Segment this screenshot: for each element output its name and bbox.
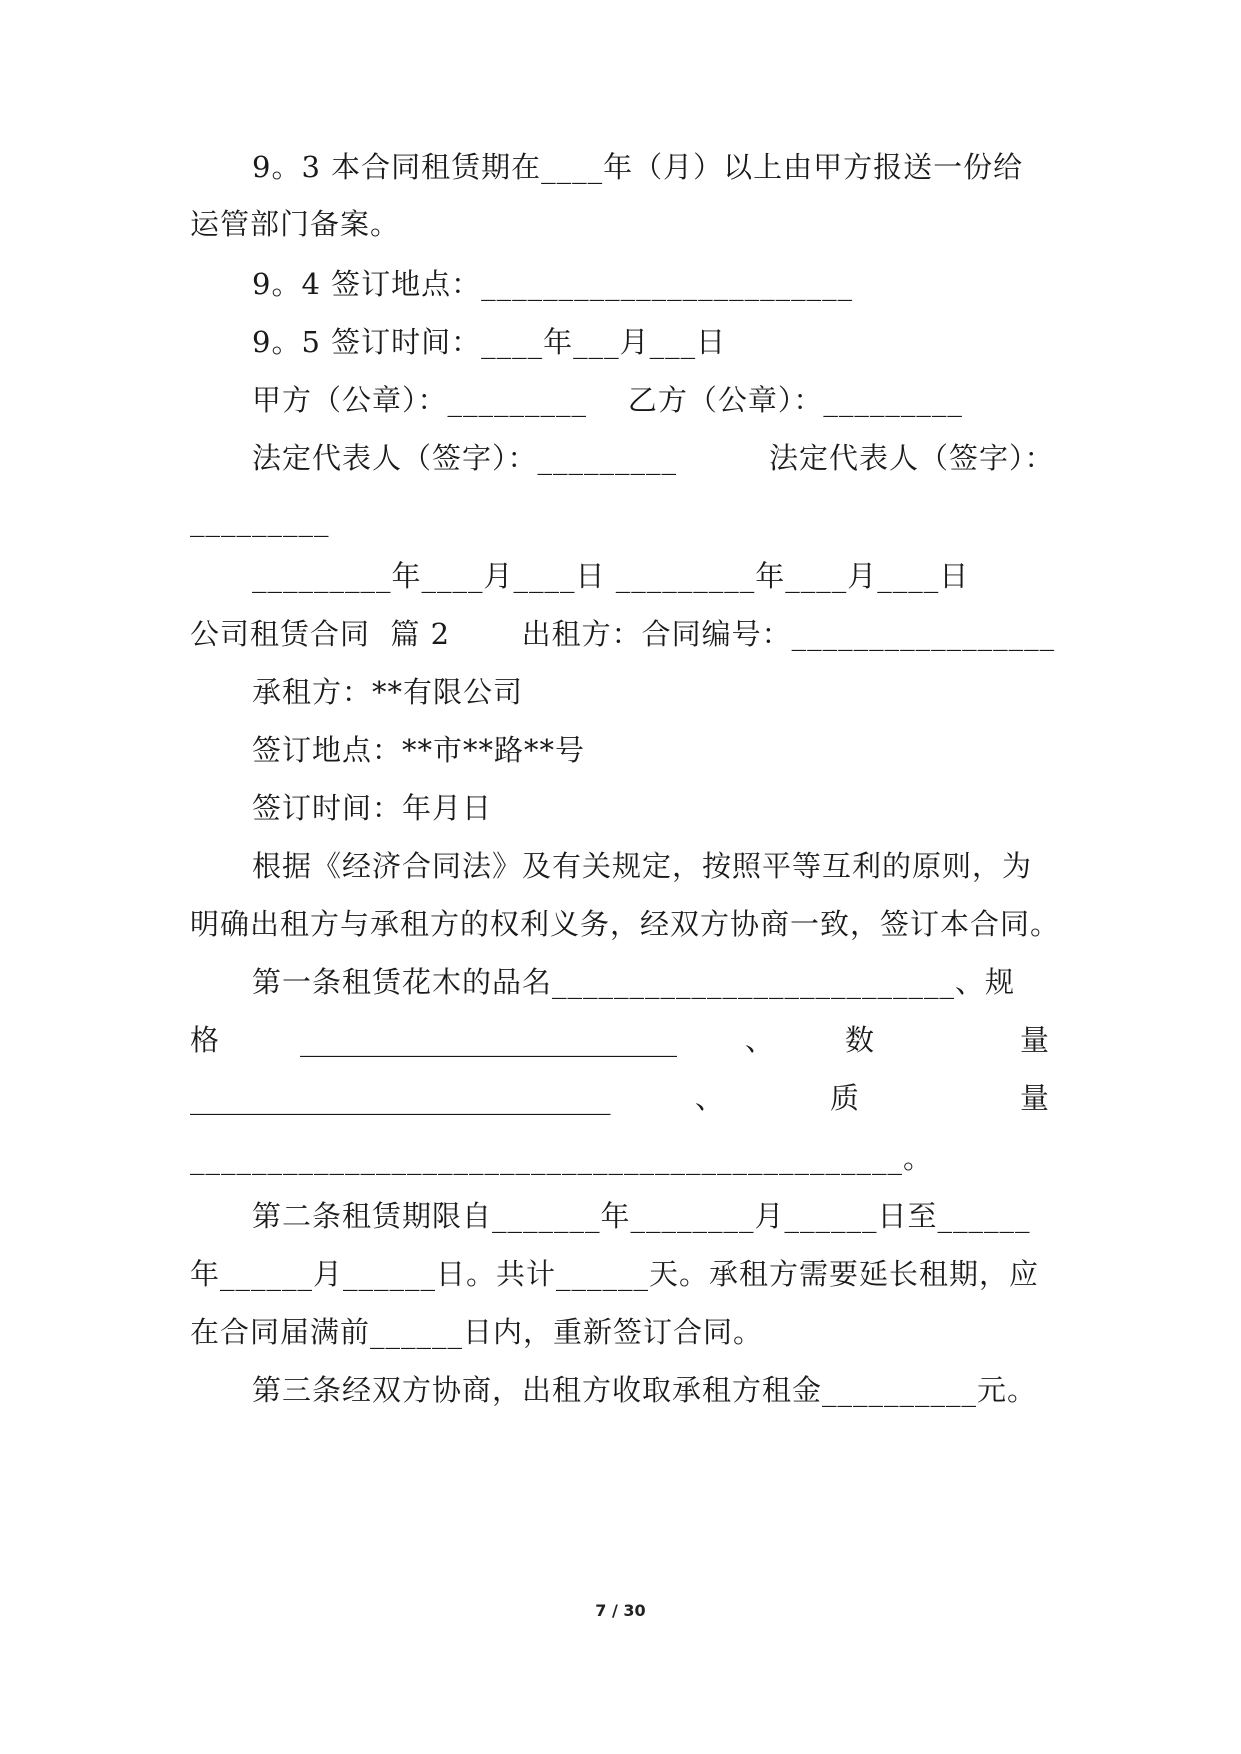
article-1-quality-char-2: 量 (1020, 1081, 1050, 1115)
article-3-line-1: 第三条经双方协商，出租方收取承租方租金__________元。 (252, 1373, 1038, 1407)
article-1-quantity-char-2: 量 (1020, 1023, 1050, 1057)
article-1-quantity-blank: _____________________________ (190, 1081, 611, 1115)
clause-9-4-signing-place: 9。4 签订地点：________________________ (252, 267, 854, 301)
article-1-line-4: ______________________________________________。 (190, 1141, 934, 1175)
article-1-spec-char: 格 (190, 1023, 220, 1057)
article-1-quantity-char-1: 数 (845, 1023, 875, 1057)
article-1-separator-2: 、 (695, 1081, 725, 1115)
article-1-spec-blank: __________________________ (300, 1023, 677, 1057)
page-number: 7 / 30 (595, 1601, 646, 1620)
signing-time-line: 签订时间：年月日 (252, 791, 493, 825)
article-1-line-1: 第一条租赁花木的品名__________________________、规 (252, 965, 1016, 999)
clause-9-3-line-1: 9。3 本合同租赁期在____年（月）以上由甲方报送一份给 (252, 150, 1024, 184)
party-seals-line: 甲方（公章）：_________ 乙方（公章）：_________ (252, 383, 963, 417)
contract-2-heading: 公司租赁合同 篇 2 出租方：合同编号：_________________ (190, 617, 1056, 651)
preamble-line-1: 根据《经济合同法》及有关规定，按照平等互利的原则，为 (252, 849, 1033, 883)
clause-9-5-signing-time: 9。5 签订时间：____年___月___日 (252, 325, 727, 359)
article-2-line-1: 第二条租赁期限自_______年________月______日至______ (252, 1199, 1031, 1233)
clause-9-3-line-2: 运管部门备案。 (190, 207, 401, 241)
lessee-line: 承租方：**有限公司 (252, 675, 524, 709)
legal-representative-blank: _________ (190, 503, 330, 537)
preamble-line-2: 明确出租方与承租方的权利义务，经双方协商一致，签订本合同。 (190, 907, 1061, 941)
signature-dates-line: _________年____月____日 _________年____月____日 (252, 559, 970, 593)
article-2-line-3: 在合同届满前______日内，重新签订合同。 (190, 1315, 764, 1349)
article-2-line-2: 年______月______日。共计______天。承租方需要延长租期，应 (190, 1257, 1040, 1291)
signing-place-line: 签订地点：**市**路**号 (252, 733, 586, 767)
article-1-separator: 、 (745, 1023, 775, 1057)
legal-representatives-line: 法定代表人（签字）：_________ 法定代表人（签字）： (252, 441, 1055, 475)
article-1-quality-char-1: 质 (830, 1081, 860, 1115)
